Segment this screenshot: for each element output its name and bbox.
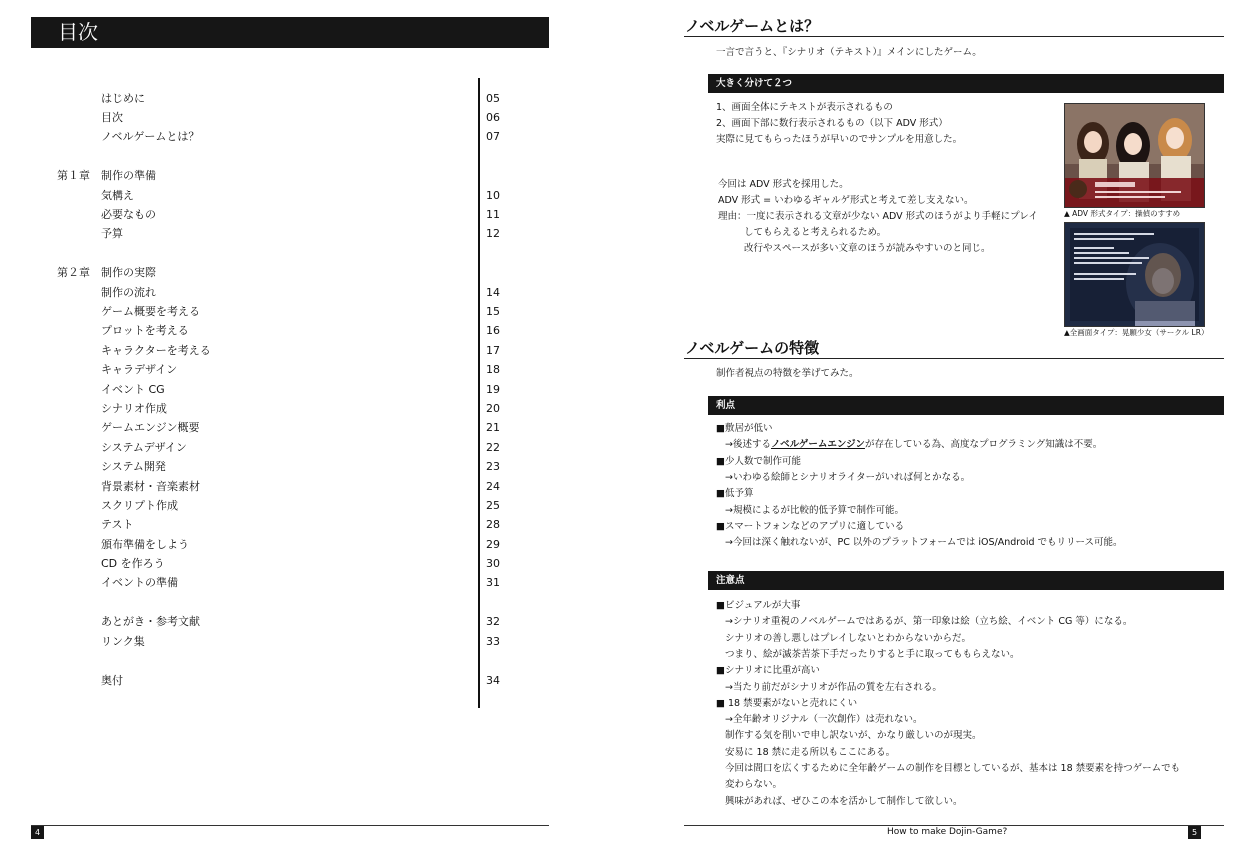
body-line: 改行やスペースが多い文章のほうが読みやすいのと同じ。 [744, 243, 991, 254]
toc-entry[interactable]: 制作の実際 [101, 266, 156, 279]
toc-page-number: 05 [486, 92, 500, 105]
toc-page-number: 16 [486, 324, 500, 337]
toc-page-number: 29 [486, 538, 500, 551]
body-line: ■低予算 [716, 488, 754, 499]
toc-entry[interactable]: キャラクターを考える [101, 344, 211, 357]
body-line: 今回は間口を広くするために全年齢ゲームの制作を目標としているが、基本は 18 禁要素を持つゲームでも [725, 763, 1181, 774]
image-caption: ▲ ADV 形式タイプ：操偵のすすめ [1064, 209, 1181, 218]
toc-entry[interactable]: シナリオ作成 [101, 402, 167, 415]
body-line [725, 437, 1102, 453]
toc-page-number: 07 [486, 130, 500, 143]
toc-page-number: 06 [486, 111, 500, 124]
body-line: ■ビジュアルが大事 [716, 600, 801, 611]
toc-page-number: 25 [486, 499, 500, 512]
toc-entry[interactable]: 背景素材・音楽素材 [101, 480, 200, 493]
toc-page-number: 15 [486, 305, 500, 318]
footer-rule [31, 825, 549, 826]
toc-divider [478, 78, 480, 708]
footer-rule [684, 825, 1224, 826]
body-line: してもらえると考えられるため。 [744, 227, 887, 238]
toc-page-number: 19 [486, 383, 500, 396]
fullscreen-sample-illustration [1065, 223, 1204, 326]
toc-page-number: 28 [486, 518, 500, 531]
body-line: ■ 18 禁要素がないと売れにくい [716, 697, 858, 709]
image-caption: ▲全画面タイプ：晃願少女（サークル LR） [1064, 328, 1209, 337]
toc-entry[interactable]: イベント CG [101, 383, 165, 396]
toc-entry[interactable]: システムデザイン [101, 441, 187, 454]
body-line: ADV 形式 = いわゆるギャルゲ形式と考えて差し支えない。 [718, 195, 974, 206]
toc-page-number: 23 [486, 460, 500, 473]
toc-entry[interactable]: イベントの準備 [101, 576, 178, 589]
toc-page-number: 12 [486, 227, 500, 240]
body-line: ■スマートフォンなどのアプリに適している [716, 521, 905, 532]
body-line: →いわゆる絵師とシナリオライターがいれば何とかなる。 [725, 472, 971, 483]
toc-page-number: 11 [486, 208, 500, 221]
toc-chapter: 第１章 [57, 169, 90, 182]
page-number: 4 [31, 826, 44, 839]
toc-entry[interactable]: プロットを考える [101, 324, 189, 337]
toc-entry[interactable]: 制作の準備 [101, 169, 156, 182]
toc-entry[interactable]: 制作の流れ [101, 286, 156, 299]
body-line: ■シナリオに比重が高い [716, 665, 820, 677]
toc-entry[interactable]: 頒布準備をしよう [101, 538, 189, 551]
body-line: →規模によるが比較的低予算で制作可能。 [725, 505, 904, 516]
body-text: →後述する [725, 439, 771, 450]
body-line: →全年齢オリジナル（一次創作）は売れない。 [725, 714, 923, 726]
toc-page-number: 14 [486, 286, 500, 299]
toc-entry[interactable]: スクリプト作成 [101, 499, 178, 512]
body-line: ■少人数で制作可能 [716, 456, 801, 467]
body-line: 興味があれば、ぜひこの本を活かして制作して欲しい。 [725, 795, 963, 807]
toc-page-number: 32 [486, 615, 500, 628]
toc-entry[interactable]: ノベルゲームとは？ [101, 130, 200, 143]
body-line: ■敷居が低い [716, 423, 773, 434]
body-line: 1、画面全体にテキストが表示されるもの [716, 102, 893, 113]
adv-sample-image [1064, 103, 1205, 208]
toc-page-number: 21 [486, 421, 500, 434]
toc-page-number: 31 [486, 576, 500, 589]
body-line: 実際に見てもらったほうが早いのでサンプルを用意した。 [716, 134, 963, 145]
toc-page-number: 22 [486, 441, 500, 454]
right-page [617, 0, 1235, 847]
body-line: 制作する気を削いで申し訳ないが、かなり厳しいのが現実。 [725, 730, 982, 742]
toc-entry[interactable]: あとがき・参考文献 [101, 615, 200, 628]
section-intro: 一言で言うと、『シナリオ（テキスト）』メインにしたゲーム。 [716, 47, 982, 58]
body-line: 理由：一度に表示される文章が少ない ADV 形式のほうがより手軽にプレイ [718, 211, 1038, 222]
toc-entry[interactable]: CD を作ろう [101, 557, 165, 570]
toc-entry[interactable]: ゲーム概要を考える [101, 305, 200, 318]
body-line: →今回は深く触れないが、PC 以外のプラットフォームでは iOS/Android でもリリース可能。 [725, 537, 1123, 548]
toc-title: 目次 [31, 17, 549, 48]
body-line: つまり、絵が滅茶苦茶下手だったりすると手に取ってももらえない。 [725, 648, 1020, 660]
toc-page-number: 20 [486, 402, 500, 415]
body-line: シナリオの善し悪しはプレイしないとわからないからだ。 [725, 632, 972, 644]
toc-entry[interactable]: 必要なもの [101, 208, 156, 221]
toc-chapter: 第２章 [57, 266, 90, 279]
toc-entry[interactable]: リンク集 [101, 635, 145, 648]
toc-entry[interactable]: テスト [101, 518, 134, 531]
toc-entry[interactable]: 目次 [101, 111, 123, 124]
toc-page-number: 34 [486, 674, 500, 687]
toc-page-number: 33 [486, 635, 500, 648]
body-text: が存在している為、高度なプログラミング知識は不要。 [864, 439, 1103, 450]
body-line: 今回は ADV 形式を採用した。 [718, 179, 849, 190]
toc-entry[interactable]: 奥付 [101, 674, 123, 687]
section-title: ノベルゲームの特徴 [685, 339, 820, 357]
body-line: 安易に 18 禁に走る所以もここにある。 [725, 746, 896, 758]
toc-page-number: 24 [486, 480, 500, 493]
left-page [0, 0, 617, 847]
body-line: 2、画面下部に数行表示されるもの（以下 ADV 形式） [716, 118, 948, 129]
subheading-bar: 注意点 [708, 571, 1224, 590]
section-title: ノベルゲームとは？ [685, 17, 820, 35]
toc-page-number: 10 [486, 189, 500, 202]
toc-entry[interactable]: キャラデザイン [101, 363, 178, 376]
subheading-bar: 利点 [708, 396, 1224, 415]
body-line: →シナリオ重視のノベルゲームではあるが、第一印象は絵（立ち絵、イベント CG 等）になる。 [725, 616, 1133, 628]
subheading-bar: 大きく分けて２つ [708, 74, 1224, 93]
toc-entry[interactable]: システム開発 [101, 460, 166, 473]
toc-entry[interactable]: ゲームエンジン概要 [101, 421, 200, 434]
toc-entry[interactable]: はじめに [101, 92, 145, 105]
section-rule [684, 358, 1224, 359]
body-line: 変わらない。 [725, 779, 783, 791]
adv-sample-illustration [1065, 104, 1204, 207]
page-number: 5 [1188, 826, 1201, 839]
toc-page-number: 30 [486, 557, 500, 570]
toc-entry[interactable]: 気構え [101, 189, 134, 202]
engine-link[interactable]: ノベルゲームエンジン [770, 439, 865, 450]
toc-page-number: 17 [486, 344, 500, 357]
footer-text: How to make Dojin-Game? [887, 827, 1008, 837]
section-rule [684, 36, 1224, 37]
body-line: →当たり前だがシナリオが作品の質を左右される。 [725, 681, 942, 693]
section-intro: 制作者視点の特徴を挙げてみた。 [716, 368, 859, 379]
toc-entry[interactable]: 予算 [101, 227, 123, 240]
fullscreen-sample-image [1064, 222, 1205, 327]
toc-page-number: 18 [486, 363, 500, 376]
